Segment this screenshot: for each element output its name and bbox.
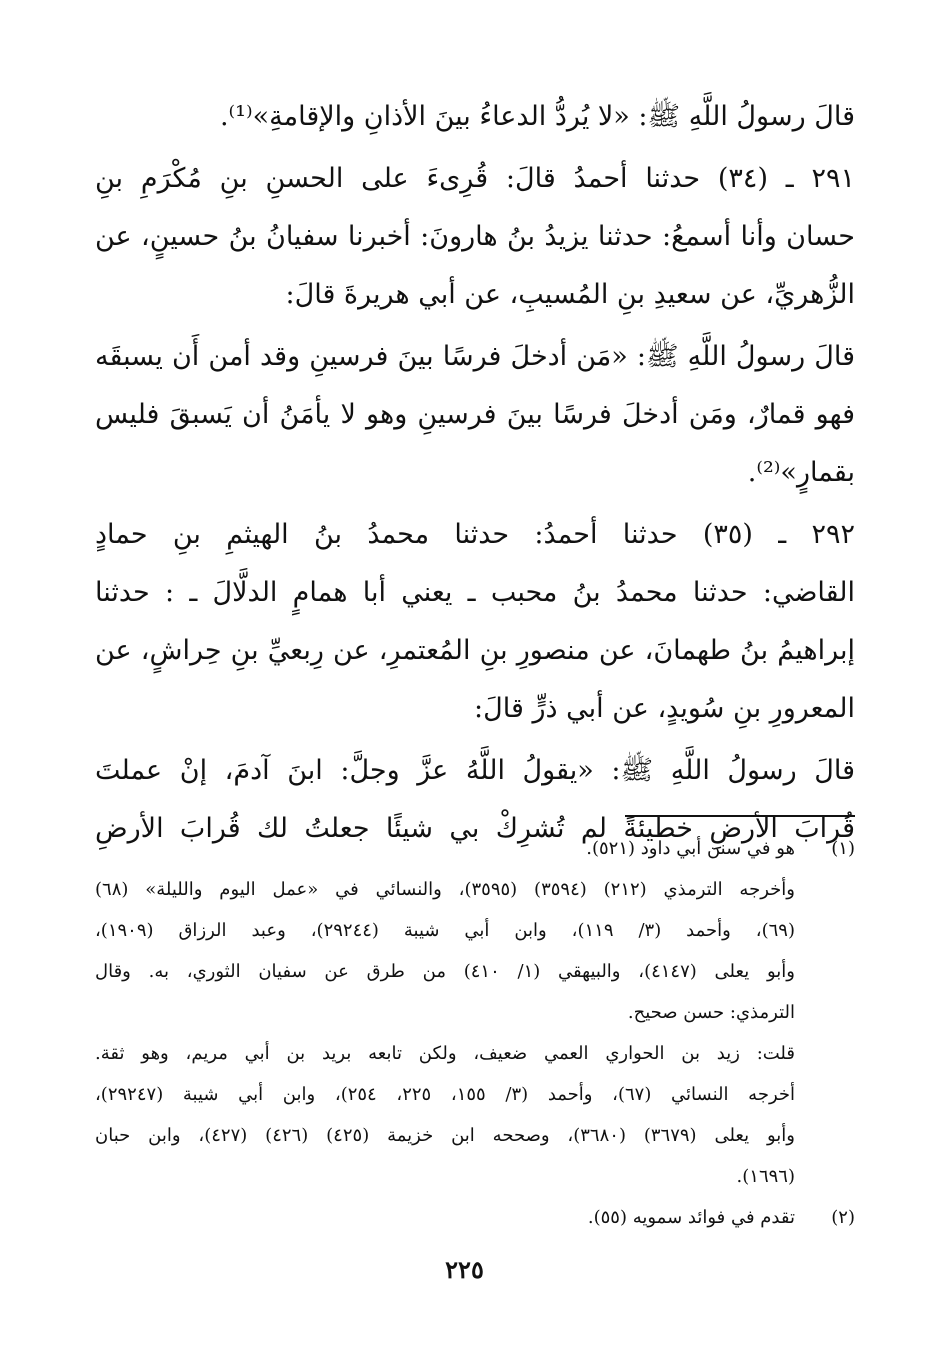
text-line: قالَ رسولُ اللَّهِ ﷺ: «مَن أدخلَ فرسًا بينَ فرسينِ وقد أمن أَن يسبقَه bbox=[95, 341, 855, 372]
footnote-text: وأبو يعلى (٤١٤٧)، والبيهقي (١/ ٤١٠) من طرق عن سفيان الثوري، به. وقال bbox=[95, 961, 795, 982]
footnote-line bbox=[95, 1074, 855, 1115]
footnote-text: تقدم في فوائد سمويه (٥٥). bbox=[587, 1207, 795, 1228]
text-line: إبراهيمُ بنُ طهمانَ، عن منصورِ بنِ المُعتمرِ، عن رِبعيِّ بنِ حِراشٍ، عن bbox=[95, 635, 855, 666]
footnote-text: قلت: زيد بن الحواري العمي ضعيف، ولكن تابعه بريد بن أبي مريم، وهو ثقة. bbox=[95, 1043, 795, 1064]
footnotes bbox=[95, 828, 855, 1238]
text-line: المعرورِ بنِ سُويدٍ، عن أبي ذرٍّ قالَ: bbox=[474, 693, 855, 724]
footnote-text: (٦٩)، وأحمد (٣/ ١١٩)، وابن أبي شيبة (٢٩٢٤٤)، وعبد الرزاق (١٩٠٩)، bbox=[95, 920, 795, 941]
text-line: ٢٩١ ـ (٣٤) حدثنا أحمدُ قالَ: قُرِىءَ على الحسنِ بنِ مُكْرَمِ بنِ bbox=[95, 163, 855, 194]
footnote-number: (٢) bbox=[831, 1207, 855, 1228]
main-text bbox=[95, 88, 855, 858]
text-line: القاضي: حدثنا محمدُ بنُ محبب ـ يعني أبا همامٍ الدلَّالَ ـ : حدثنا bbox=[95, 577, 855, 608]
page-number: ٢٢٥ bbox=[445, 1255, 484, 1284]
footnote-line bbox=[95, 1033, 855, 1074]
text-line: الزُّهريِّ، عن سعيدِ بنِ المُسيبِ، عن أبي هريرةَ قالَ: bbox=[285, 279, 855, 310]
footnote-number: (١) bbox=[831, 838, 855, 859]
footnote-separator bbox=[625, 815, 855, 817]
text-line: قالَ رسولُ اللَّهِ ﷺ: «يقولُ اللَّهُ عزَّ وجلَّ: ابنَ آدمَ، إنْ عملتَ bbox=[95, 755, 855, 786]
footnote-line bbox=[95, 1115, 855, 1156]
text-line: قُرابَ الأرضِ خطيئةً لم تُشرِكْ بي شيئًا جعلتُ لك قُرابَ الأرضِ bbox=[95, 813, 855, 844]
footnote-line bbox=[95, 951, 855, 992]
text-line: فهو قمارٌ، ومَن أدخلَ فرسًا بينَ فرسينِ وهو لا يأمَنُ أن يَسبقَ فليس bbox=[95, 399, 855, 430]
footnote-text: أخرجه النسائي (٦٧)، وأحمد (٣/ ١٥٥، ٢٢٥، ٢٥٤)، وابن أبي شيبة (٢٩٢٤٧)، bbox=[95, 1084, 796, 1105]
footnote-line bbox=[95, 992, 855, 1033]
footnote-text: وأبو يعلى (٣٦٧٩) (٣٦٨٠)، وصححه ابن خزيمة (٤٢٥) (٤٢٦) (٤٢٧)، وابن حبان bbox=[95, 1125, 795, 1146]
text-line: ٢٩٢ ـ (٣٥) حدثنا أحمدُ: حدثنا محمدُ بنُ الهيثمِ بنِ حمادٍ bbox=[95, 519, 855, 550]
footnote-line bbox=[95, 1156, 855, 1197]
footnote-line bbox=[95, 869, 855, 910]
footnote-line bbox=[95, 828, 855, 869]
footnote-line bbox=[95, 910, 855, 951]
footnote-text: وأخرجه الترمذي (٢١٢) (٣٥٩٤) (٣٥٩٥)، والنسائي في «عمل اليوم والليلة» (٦٨) bbox=[95, 879, 795, 900]
footnote-text: (١٦٩٦). bbox=[736, 1166, 795, 1187]
text-line: بقمارٍ»⁽²⁾. bbox=[747, 457, 855, 488]
footnote-text: هو في سنن أبي داود (٥٢١). bbox=[586, 838, 795, 859]
text-line: حسان وأنا أسمعُ: حدثنا يزيدُ بنُ هارونَ: أخبرنا سفيانُ بنُ حسينٍ، عن bbox=[95, 221, 855, 252]
footnote-line bbox=[95, 1197, 855, 1238]
footnote-text: الترمذي: حسن صحيح. bbox=[627, 1002, 795, 1023]
text-line: قالَ رسولُ اللَّهِ ﷺ: «لا يُردُّ الدعاءُ بينَ الأذانِ والإقامةِ»⁽¹⁾. bbox=[219, 101, 855, 132]
